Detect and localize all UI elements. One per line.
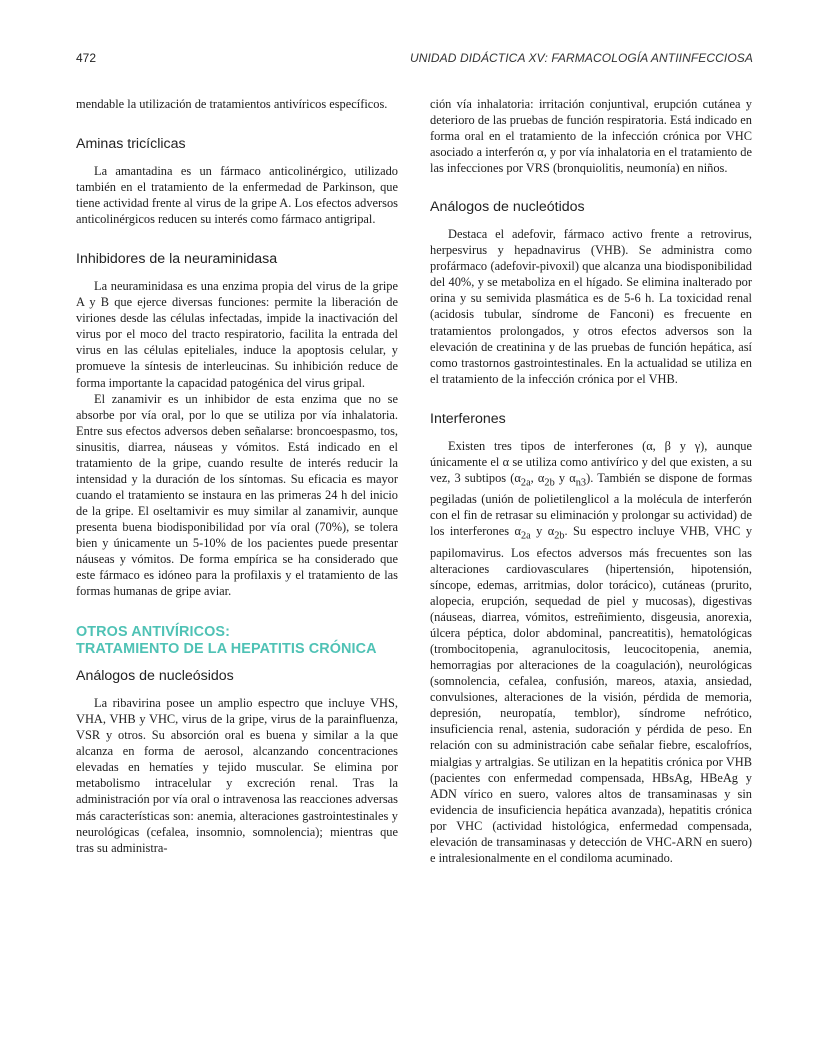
heading-interferones: Interferones bbox=[430, 410, 506, 427]
paragraph: Destaca el adefovir, fármaco activo frente a retrovirus, herpesvirus y hepadnavirus (VHB). Se administra como profármaco (adefovir-pivoxil) que alcanza una biodisponibilidad del 40%, y se metaboliza en el hígado. Se elimina inalterado por orina y su semivida plasmática es de 5-6 h. La toxicidad renal (acidosis tubular, síndrome de Fanconi) es frecuente en tratamientos prolongados, y otros efectos adversos son la elevación de creatinina y de las pruebas de función hepática, así como trastornos gastrointestinales. En la actualidad se utiliza en el tratamiento de la infección crónica por el VHB. bbox=[430, 227, 752, 386]
running-header: UNIDAD DIDÁCTICA XV: FARMACOLOGÍA ANTIINFECCIOSA bbox=[409, 51, 753, 65]
heading-analogos-nucleotidos: Análogos de nucleótidos bbox=[430, 199, 585, 216]
section-title bbox=[76, 624, 398, 658]
right-column bbox=[430, 96, 752, 866]
symbol-alpha: α bbox=[537, 470, 545, 485]
section-title-line1: OTROS ANTIVÍRICOS: bbox=[76, 624, 230, 641]
symbol-alpha: α bbox=[514, 470, 521, 485]
heading-analogos-nucleosidos: Análogos de nucleósidos bbox=[76, 668, 234, 685]
symbol-alpha: α bbox=[569, 470, 576, 485]
symbol-alpha: α bbox=[514, 524, 521, 539]
heading-inhibidores-neuraminidasa: Inhibidores de la neuraminidasa bbox=[76, 251, 278, 268]
symbol-alpha: α bbox=[547, 524, 555, 539]
paragraph-interferones: Existen tres tipos de interferones (α, β y γ), aunque únicamente el α se utiliza como antivírico y del que existen, a su vez, 3 subtipos ($\alpha_{2a}$, $\alpha_{2b}$ y $\alpha_{n3}$). También se dispone de formas pegiladas (unión de polietilenglicol a la molécula de interferón con el fin de retrasar su eliminación y prolongar su actividad) de los interferones $\alpha_{2a}$ y $\alpha_{2b}$. Su espectro incluye VHB, VHC y papilomavirus. Los efectos adversos más frecuentes son las alteraciones cardiovasculares (hipertensión, hipotensión, síncope, edemas, arritmias, dolor torácico), cutáneas (prurito, alopecia, erupción, sequedad de piel y mucosas), digestivas (náuseas, diarrea, vómitos, estreñimiento, disgeusia, anorexia, úlcera péptica, dolor abdominal, pancreatitis), hematológicas (trombocitopenia, agranulocitosis, leucocitopenia, anemia, hemorragias por alteraciones de la coagulación), neurológicas (somnolencia, cefalea, confusión, mareos, ataxia, ansiedad, convulsiones, alteraciones de la visión, pérdida de memoria, depresión, neuropatía, temblor), síndrome nefrótico, insuficiencia renal, astenia, sudoración y pérdida de peso. En relación con su administración cabe señalar fiebre, escalofríos, mialgias y artralgias. Se utilizan en la hepatitis crónica por VHB (pacientes con enfermedad compensada, HBsAg, HBeAg y ADN vírico en suero, valores altos de transaminasas y sin evidencia de insuficiencia hepática avanzada), hepatitis crónica por VHC (actividad histológica, enfermedad compensada, elevación de transaminasas y detección de VHC-ARN en suero) e intralesionalmente en el condiloma acuminado. bbox=[430, 438, 753, 865]
page-number: 472 bbox=[76, 51, 97, 65]
paragraph: mendable la utilización de tratamientos antivíricos específicos. bbox=[76, 97, 388, 111]
section-title-line2: TRATAMIENTO DE LA HEPATITIS CRÓNICA bbox=[76, 641, 377, 658]
heading-aminas-triciclicas: Aminas tricíclicas bbox=[76, 136, 186, 153]
paragraph: El zanamivir es un inhibidor de esta enzima que no se absorbe por vía oral, por lo que se utiliza por vía inhalatoria. Entre sus efectos adversos deben señalarse: broncoespasmo, tos, sinusitis, diarrea, náuseas y vómitos. Está indicado en el tratamiento de la gripe, cuando resulte de interés reducir la intensidad y la duración de los síntomas. Su eficacia es mayor cuando el tratamiento se instaura en las primeras 24 h del inicio de la gripe. El oseltamivir es muy similar al zanamivir, aunque presenta buena biodisponibilidad por vía oral (70%), se tolera bien y únicamente un 5-10% de los pacientes puede presentar náuseas y vómitos. De forma empírica se ha considerado que este fármaco es idóneo para la profilaxis y el tratamiento de las formas humanas de gripe aviar. bbox=[76, 391, 398, 599]
paragraph: La amantadina es un fármaco anticolinérgico, utilizado también en el tratamiento de la enfermedad de Parkinson, que tiene actividad frente al virus de la gripe A. Los efectos adversos anticolinérgicos reducen su interés como fármaco antigripal. bbox=[76, 164, 398, 227]
paragraph: ción vía inhalatoria: irritación conjuntival, erupción cutánea y deterioro de las pruebas de función respiratoria. Está indicado en forma oral en el tratamiento de la infección crónica por VHC asociado a interferón α, y por vía inhalatoria en el tratamiento de las infecciones por VRS (bronquiolitis, neumonía) en niños. bbox=[430, 97, 752, 176]
paragraph: La ribavirina posee un amplio espectro que incluye VHS, VHA, VHB y VHC, virus de la gripe, virus de la parainfluenza, VSR y otros. Su absorción oral es buena y similar a la que alcanza en forma de aerosol, alcanzando concentraciones elevadas en hematíes y tejido muscular. Se elimina por metabolismo intracelular y excreción renal. Tras la administración por vía oral o intravenosa las reacciones adversas más características son: anemia, alteraciones gastrointestinales y neurológicas (cefalea, insomnio, somnolencia); mientras que tras su administra- bbox=[76, 696, 398, 855]
left-column bbox=[76, 96, 398, 856]
paragraph: La neuraminidasa es una enzima propia del virus de la gripe A y B que ejerce diversas funciones: permite la liberación de viriones desde las células infectadas, impide la inactivación del virus por el moco del tracto respiratorio, facilita la entrada del virus en las células epiteliales, induce la apoptosis celular, y promueve la síntesis de interleucinas. Su inhibición reduce de forma importante la capacidad patogénica del virus gripal. bbox=[76, 279, 398, 390]
